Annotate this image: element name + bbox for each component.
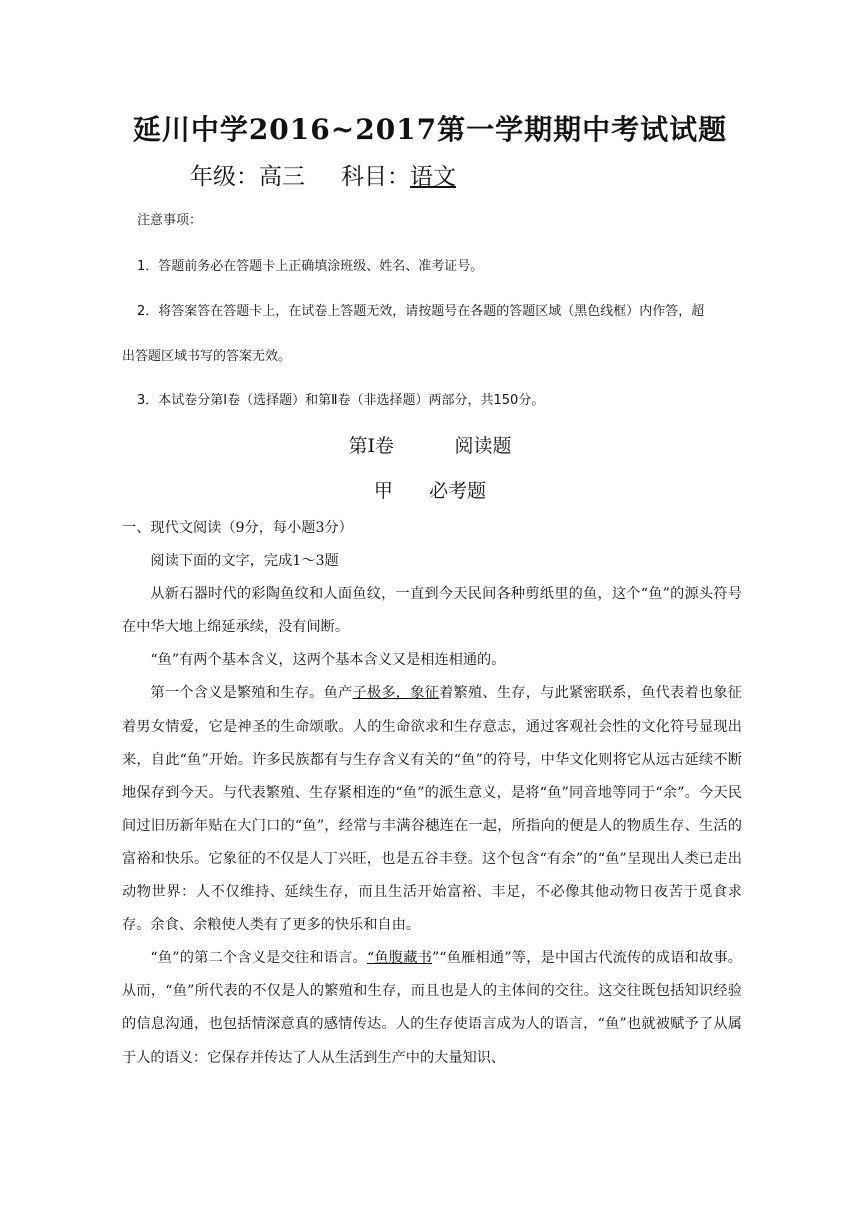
paragraph-3-part-b: 着繁殖、生存，与此紧密联系，鱼代表着也象征着男女情爱，它是神圣的生命颂歌。人的生命欲求和生存意志，通过客观社会性的文化符号显现出来，自此“鱼”开始。许多民族都有与生存含义有关的“鱼”的符号，中华文化则将它从远古延续不断地保存到今天。与代表繁殖、生存紧相连的“鱼”的派生意义，是将“鱼”同音地等同于“余”。今天民间过旧历新年贴在大门口的“鱼”，经常与丰满谷穗连在一起，所指向的便是人的物质生存、生活的富裕和快乐。它象征的不仅是人丁兴旺，也是五谷丰登。这个包含“有余”的“鱼”呈现出人类已走出动物世界：人不仅维持、延续生存，而且生活开始富裕、丰足，不必像其他动物日夜苦于觅食求存。余食、余粮使人类有了更多的快乐和自由。 [122,685,742,934]
exam-title: 延川中学2016~2017第一学期期中考试试题 [132,113,728,146]
grade-label: 年级：高三 [190,164,305,190]
subject-value: 语文 [410,164,456,190]
part-heading: 第Ⅰ卷 阅读题 [348,435,512,457]
exam-subtitle [190,158,456,191]
notice-item-2-continued: 出答题区域书写的答案无效。 [122,349,292,364]
notice-item-3: 3．本试卷分第Ⅰ卷（选择题）和第Ⅱ卷（非选择题）两部分，共150分。 [137,393,545,408]
sub-heading: 甲 必考题 [373,480,487,502]
paragraph-4-underlined: “鱼腹藏书 [366,950,433,967]
paragraph-1: 从新石器时代的彩陶鱼纹和人面鱼纹，一直到今天民间各种剪纸里的鱼，这个“鱼”的源头符号在中华大地上绵延承续，没有间断。 [122,586,742,636]
reading-heading: 一、现代文阅读（9分，每小题3分） [122,520,353,536]
reading-instruction: 阅读下面的文字，完成1～3题 [150,553,339,570]
paragraph-4-part-a: “鱼”的第二个含义是交往和语言。 [150,950,367,967]
paragraph-4 [122,942,742,1074]
notice-item-1: 1．答题前务必在答题卡上正确填涂班级、姓名、准考证号。 [137,259,484,274]
paragraph-2: “鱼”有两个基本含义，这两个基本含义又是相连相通的。 [150,652,506,669]
paragraph-3 [122,677,742,942]
paragraph-4-part-b: ”“鱼雁相通”等，是中国古代流传的成语和故事。从而，“鱼”所代表的不仅是人的繁殖和生存，而且也是人的主体间的交往。这交往既包括知识经验的信息沟通，也包括情深意真的感情传达。人的生存使语言成为人的语言，“鱼”也就被赋予了从属于人的语义：它保存并传达了人从生活到生产中的大量知识、 [122,950,742,1066]
paragraph-3-part-a: 第一个含义是繁殖和生存。鱼产 [150,685,353,702]
paragraph-3-underlined: 子极多，象征 [352,685,440,702]
notice-heading: 注意事项： [137,213,203,228]
notice-item-2: 2．将答案答在答题卡上，在试卷上答题无效，请按题号在各题的答题区域（黑色线框）内作答，超 [137,304,705,319]
subject-label: 科目： [341,164,410,190]
reading-body [122,512,742,1075]
